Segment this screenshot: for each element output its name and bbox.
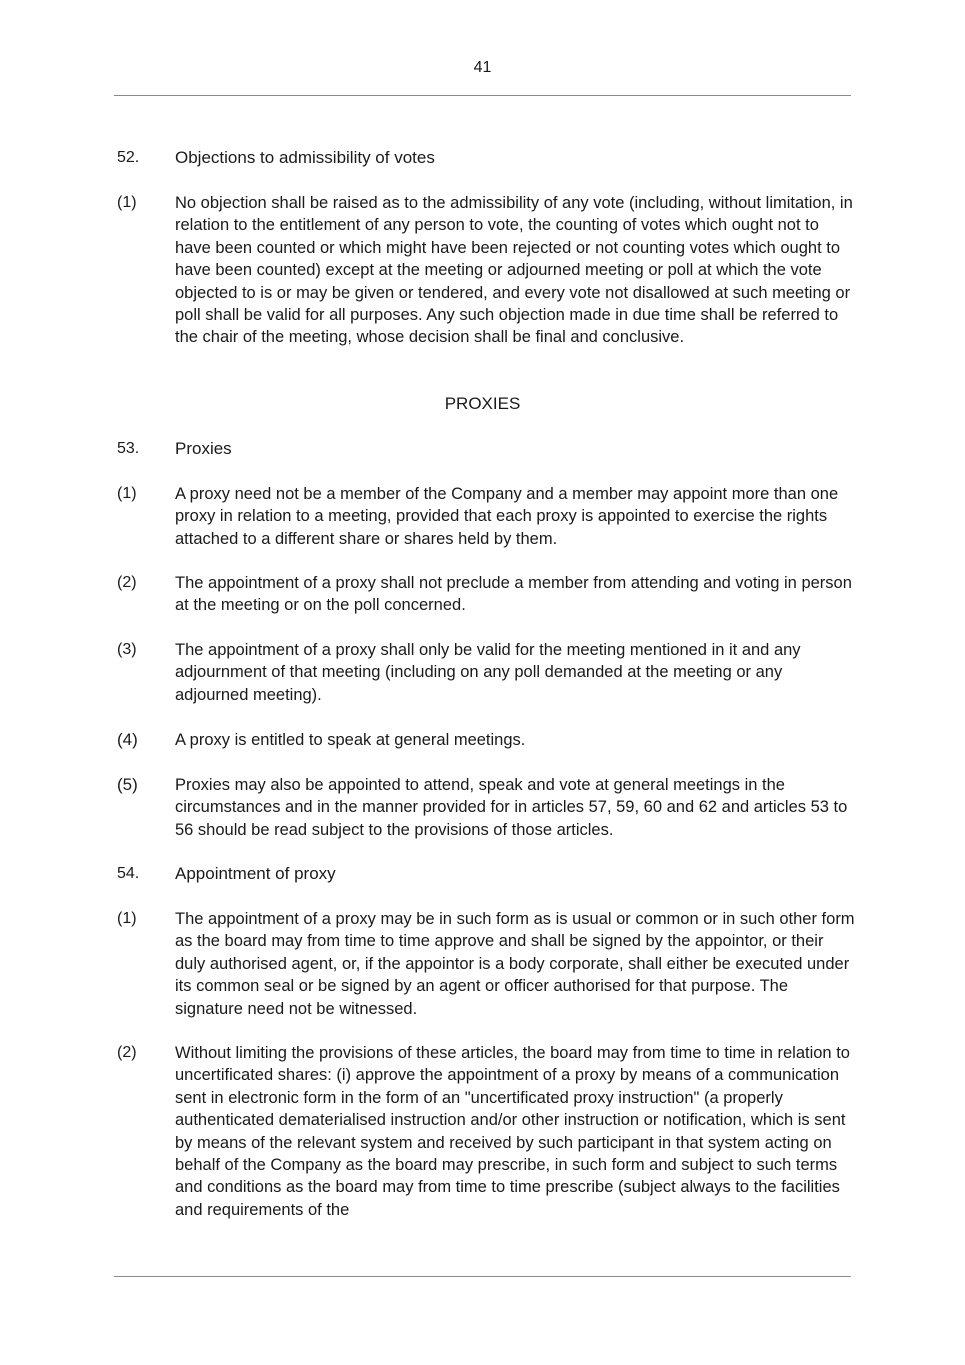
paragraph-number: (4)	[117, 730, 138, 749]
paragraph-number: (1)	[117, 194, 137, 211]
paragraph-text: The appointment of a proxy shall only be valid for the meeting mentioned in it and any adjournment of that meeting (including on any poll demanded at the meeting or any adjourned meeting).	[175, 641, 801, 704]
paragraph-text: Without limiting the provisions of these articles, the board may from time to time in relation to uncertificated shares: (i) approve the appointment of a proxy by means of a communication sent in electronic form in the form of an "uncertificated proxy instruction" (a properly authenticated dematerialised instruction and/or other instruction or notification, which is sent by means of the relevant system and received by such participant in that system acting on behalf of the Company as the board may prescribe, in such form and subject to such terms and conditions as the board may from time to time prescribe (subject always to the facilities and requirements of the	[175, 1044, 850, 1219]
article-number: 53.	[117, 440, 140, 457]
footer-rule	[114, 1276, 851, 1277]
paragraph-text: The appointment of a proxy shall not preclude a member from attending and voting in person at the meeting or on the poll concerned.	[175, 574, 852, 615]
page-number: 41	[473, 59, 492, 76]
article-title: Proxies	[175, 439, 232, 458]
paragraph-number: (3)	[117, 641, 137, 658]
part-heading: PROXIES	[444, 394, 521, 413]
paragraph-number: (1)	[117, 910, 137, 927]
header-rule	[114, 95, 851, 96]
article-title: Appointment of proxy	[175, 864, 336, 883]
article-number: 54.	[117, 865, 140, 882]
paragraph-text: The appointment of a proxy may be in such form as is usual or common or in such other form as the board may from time to time approve and shall be signed by the appointor, or their duly authorised agent, or, if the appointor is a body corporate, shall either be executed under its common seal or be signed by an agent or officer authorised for that purpose. The signature need not be witnessed.	[175, 910, 855, 1018]
paragraph-text: Proxies may also be appointed to attend, speak and vote at general meetings in the circumstances and in the manner provided for in articles 57, 59, 60 and 62 and articles 53 to 56 should be read subject to the provisions of those articles.	[175, 776, 848, 839]
paragraph-number: (2)	[117, 1044, 137, 1061]
paragraph-number: (5)	[117, 775, 138, 794]
paragraph-number: (1)	[117, 485, 137, 502]
paragraph-text: No objection shall be raised as to the admissibility of any vote (including, without limitation, in relation to the entitlement of any person to vote, the counting of votes which ought not to have been counted or which might have been rejected or not counting votes which ought to have been counted) except at the meeting or adjourned meeting or poll at which the vote objected to is or may be given or tendered, and every vote not disallowed at such meeting or poll shall be valid for all purposes. Any such objection made in due time shall be referred to the chair of the meeting, whose decision shall be final and conclusive.	[175, 194, 853, 347]
paragraph-text: A proxy is entitled to speak at general meetings.	[175, 731, 526, 749]
article-title: Objections to admissibility of votes	[175, 148, 435, 167]
paragraph-number: (2)	[117, 574, 137, 591]
paragraph-text: A proxy need not be a member of the Company and a member may appoint more than one proxy in relation to a meeting, provided that each proxy is appointed to exercise the rights attached to a different share or shares held by them.	[175, 485, 839, 548]
article-number: 52.	[117, 149, 140, 166]
